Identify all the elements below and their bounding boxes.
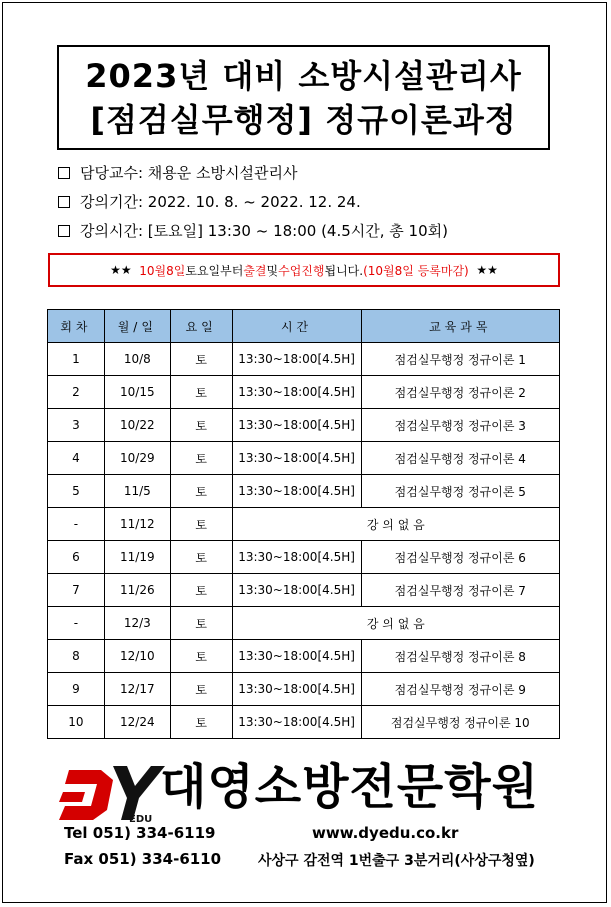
address: 사상구 감전역 1번출구 3분거리(사상구청옆) — [258, 853, 535, 869]
cell-date: 11/12 — [104, 508, 170, 541]
cell-time: 13:30~18:00[4.5H] — [232, 574, 361, 607]
info-professor — [58, 163, 297, 183]
cell-subject: 점검실무행정 정규이론 9 — [361, 673, 559, 706]
cell-date: 12/17 — [104, 673, 170, 706]
cell-day: 토 — [170, 706, 232, 739]
table-row — [48, 343, 560, 376]
cell-no: - — [48, 607, 105, 640]
cell-date: 10/15 — [104, 376, 170, 409]
cell-date: 11/19 — [104, 541, 170, 574]
table-row — [48, 376, 560, 409]
notice-class: 수업진행 — [278, 263, 325, 278]
info-label: 강의시간: — [80, 222, 144, 240]
cell-date: 12/24 — [104, 706, 170, 739]
cell-subject: 점검실무행정 정규이론 10 — [361, 706, 559, 739]
logo-edu-text: EDU — [129, 814, 153, 824]
cell-date: 11/5 — [104, 475, 170, 508]
info-value: 2022. 10. 8. ~ 2022. 12. 24. — [147, 193, 361, 211]
table-row — [48, 508, 560, 541]
header-date: 월/일 — [104, 310, 170, 343]
cell-day: 토 — [170, 607, 232, 640]
schedule-table — [47, 309, 560, 739]
cell-no: 8 — [48, 640, 105, 673]
table-row — [48, 541, 560, 574]
info-label: 강의기간: — [80, 193, 144, 211]
cell-day: 토 — [170, 409, 232, 442]
cell-time: 13:30~18:00[4.5H] — [232, 343, 361, 376]
cell-time: 13:30~18:00[4.5H] — [232, 475, 361, 508]
cell-no: 1 — [48, 343, 105, 376]
notice-box — [48, 253, 560, 287]
cell-no: 4 — [48, 442, 105, 475]
title-box — [57, 45, 550, 150]
cell-date: 12/10 — [104, 640, 170, 673]
cell-no-lecture: 강 의 없 음 — [232, 607, 559, 640]
cell-no: 10 — [48, 706, 105, 739]
notice-text: 됩니다. — [324, 263, 364, 278]
table-row — [48, 640, 560, 673]
info-time — [58, 221, 448, 241]
table-row — [48, 673, 560, 706]
cell-day: 토 — [170, 376, 232, 409]
table-row — [48, 442, 560, 475]
cell-time: 13:30~18:00[4.5H] — [232, 541, 361, 574]
notice-date: 10월8일 — [139, 263, 186, 278]
cell-subject: 점검실무행정 정규이론 2 — [361, 376, 559, 409]
table-row — [48, 574, 560, 607]
title-line-2: [점검실무행정] 정규이론과정 — [90, 100, 517, 139]
cell-date: 10/29 — [104, 442, 170, 475]
cell-date: 11/26 — [104, 574, 170, 607]
checkbox-bullet-icon — [58, 167, 70, 179]
header-subject: 교육과목 — [361, 310, 559, 343]
cell-day: 토 — [170, 343, 232, 376]
cell-day: 토 — [170, 673, 232, 706]
cell-no: 7 — [48, 574, 105, 607]
table-row — [48, 607, 560, 640]
cell-time: 13:30~18:00[4.5H] — [232, 409, 361, 442]
notice-text: 및 — [266, 263, 279, 278]
cell-subject: 점검실무행정 정규이론 1 — [361, 343, 559, 376]
cell-day: 토 — [170, 475, 232, 508]
schedule-body — [48, 343, 560, 739]
cell-day: 토 — [170, 574, 232, 607]
academy-name: 대영소방전문학원 — [160, 759, 539, 815]
cell-time: 13:30~18:00[4.5H] — [232, 640, 361, 673]
star-icon: ★★ — [476, 263, 498, 277]
title-line-1: 2023년 대비 소방시설관리사 — [85, 56, 522, 95]
cell-time: 13:30~18:00[4.5H] — [232, 442, 361, 475]
cell-no: 6 — [48, 541, 105, 574]
cell-date: 10/8 — [104, 343, 170, 376]
cell-time: 13:30~18:00[4.5H] — [232, 673, 361, 706]
cell-date: 10/22 — [104, 409, 170, 442]
cell-day: 토 — [170, 541, 232, 574]
cell-subject: 점검실무행정 정규이론 6 — [361, 541, 559, 574]
cell-no-lecture: 강 의 없 음 — [232, 508, 559, 541]
table-row — [48, 409, 560, 442]
cell-no: 9 — [48, 673, 105, 706]
dyedu-logo — [55, 758, 165, 824]
table-row — [48, 706, 560, 739]
header-no: 회차 — [48, 310, 105, 343]
cell-subject: 점검실무행정 정규이론 3 — [361, 409, 559, 442]
table-header-row — [48, 310, 560, 343]
cell-no: 5 — [48, 475, 105, 508]
cell-time: 13:30~18:00[4.5H] — [232, 706, 361, 739]
header-time: 시간 — [232, 310, 361, 343]
table-row — [48, 475, 560, 508]
cell-subject: 점검실무행정 정규이론 4 — [361, 442, 559, 475]
cell-time: 13:30~18:00[4.5H] — [232, 376, 361, 409]
cell-date: 12/3 — [104, 607, 170, 640]
cell-no: 2 — [48, 376, 105, 409]
info-value: 채용운 소방시설관리사 — [147, 164, 298, 182]
header-day: 요일 — [170, 310, 232, 343]
star-icon: ★★ — [110, 263, 132, 277]
website: www.dyedu.co.kr — [312, 824, 459, 842]
cell-day: 토 — [170, 508, 232, 541]
cell-subject: 점검실무행정 정규이론 8 — [361, 640, 559, 673]
cell-subject: 점검실무행정 정규이론 5 — [361, 475, 559, 508]
tel-number: Tel 051) 334-6119 — [64, 824, 216, 842]
cell-no: - — [48, 508, 105, 541]
info-value: [토요일] 13:30 ~ 18:00 (4.5시간, 총 10회) — [147, 222, 448, 240]
info-period — [58, 192, 361, 212]
cell-day: 토 — [170, 640, 232, 673]
checkbox-bullet-icon — [58, 225, 70, 237]
cell-day: 토 — [170, 442, 232, 475]
cell-subject: 점검실무행정 정규이론 7 — [361, 574, 559, 607]
notice-attendance: 출결 — [243, 263, 267, 278]
notice-deadline: (10월8일 등록마감) — [363, 263, 469, 278]
checkbox-bullet-icon — [58, 196, 70, 208]
notice-text: 토요일부터 — [185, 263, 244, 278]
info-label: 담당교수: — [80, 164, 144, 182]
cell-no: 3 — [48, 409, 105, 442]
fax-number: Fax 051) 334-6110 — [64, 850, 222, 868]
